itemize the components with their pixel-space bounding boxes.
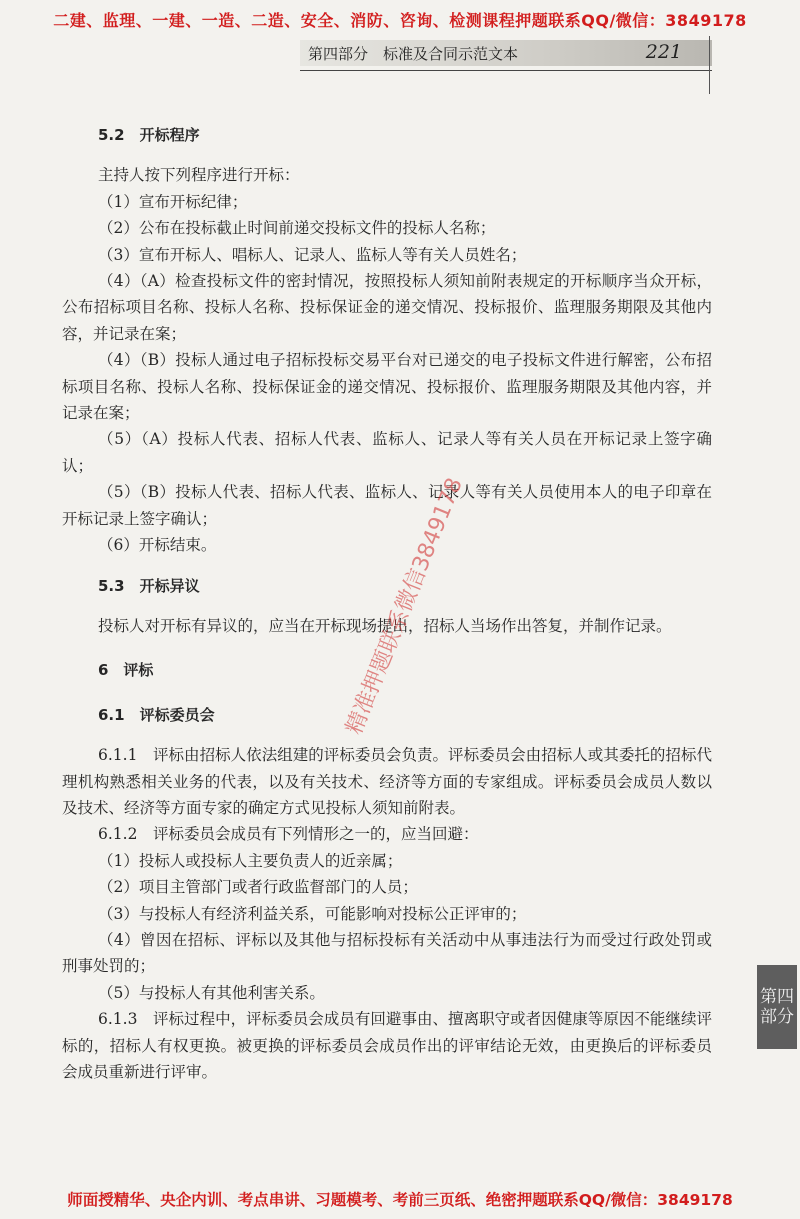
top-ad-banner: 二建、监理、一建、一造、二造、安全、消防、咨询、检测课程押题联系QQ/微信：3849178 xyxy=(53,11,747,30)
list-item: （1）宣布开标纪律； xyxy=(98,192,248,211)
list-item: （5）与投标人有其他利害关系。 xyxy=(98,983,325,1002)
paragraph-6-1-2: 6.1.2 评标委员会成员有下列情形之一的，应当回避： xyxy=(98,825,479,844)
heading-6: 6 评标 xyxy=(98,661,154,680)
watermark-text: 精准押题联系微信3849178 xyxy=(341,474,468,738)
header-rule xyxy=(300,70,712,71)
list-item: （6）开标结束。 xyxy=(98,536,217,555)
heading-6-1: 6.1 评标委员会 xyxy=(98,705,215,724)
running-header xyxy=(300,40,712,66)
list-item: （2）公布在投标截止时间前递交投标文件的投标人名称； xyxy=(98,219,496,238)
list-item: （4）（B）投标人通过电子招标投标交易平台对已递交的电子投标文件进行解密，公布招标项目名称、投标人名称、投标保证金的递交情况、投标报价、监理服务期限及其他内容，并记录在案； xyxy=(62,351,712,423)
side-tab-line1: 第四 xyxy=(760,987,794,1007)
bottom-ad-banner: 师面授精华、央企内训、考点串讲、习题模考、考前三页纸、绝密押题联系QQ/微信：3849178 xyxy=(67,1191,733,1209)
page-number: 221 xyxy=(645,41,682,63)
heading-5-3: 5.3 开标异议 xyxy=(98,576,200,595)
list-item: （3）宣布开标人、唱标人、记录人、监标人等有关人员姓名； xyxy=(98,245,527,264)
header-title: 第四部分 标准及合同示范文本 xyxy=(308,45,519,63)
list-item: （1）投标人或投标人主要负责人的近亲属； xyxy=(98,851,403,870)
list-item: （2）项目主管部门或者行政监督部门的人员； xyxy=(98,878,418,897)
list-item: （3）与投标人有经济利益关系，可能影响对投标公正评审的； xyxy=(98,904,527,923)
side-tab-line2: 部分 xyxy=(760,1007,794,1027)
list-item: （5）（A）投标人代表、招标人代表、监标人、记录人等有关人员在开标记录上签字确认； xyxy=(62,430,712,475)
list-item: （4）（A）检查投标文件的密封情况，按照投标人须知前附表规定的开标顺序当众开标，公布招标项目名称、投标人名称、投标保证金的递交情况、投标报价、监理服务期限及其他内容，并记录在案； xyxy=(62,272,712,343)
paragraph-intro: 主持人按下列程序进行开标： xyxy=(98,166,300,185)
paragraph-6-1-1: 6.1.1 评标由招标人依法组建的评标委员会负责。评标委员会由招标人或其委托的招标代理机构熟悉相关业务的代表，以及有关技术、经济等方面的专家组成。评标委员会成员人数以及技术、经济等方面专家的确定方式见投标人须知前附表。 xyxy=(62,746,712,817)
section-side-tab xyxy=(757,965,797,1049)
paragraph-5-3: 投标人对开标有异议的，应当在开标现场提出，招标人当场作出答复，并制作记录。 xyxy=(98,616,672,635)
paragraph-6-1-3: 6.1.3 评标过程中，评标委员会成员有回避事由、擅离职守或者因健康等原因不能继续评标的，招标人有权更换。被更换的评标委员会成员作出的评审结论无效，由更换后的评标委员会成员重新进行评审。 xyxy=(62,1010,712,1081)
list-item: （5）（B）投标人代表、招标人代表、监标人、记录人等有关人员使用本人的电子印章在开标记录上签字确认； xyxy=(62,483,712,528)
margin-rule xyxy=(709,36,710,94)
heading-5-2: 5.2 开标程序 xyxy=(98,126,200,144)
list-item: （4）曾因在招标、评标以及其他与招标投标有关活动中从事违法行为而受过行政处罚或刑事处罚的； xyxy=(62,930,712,976)
